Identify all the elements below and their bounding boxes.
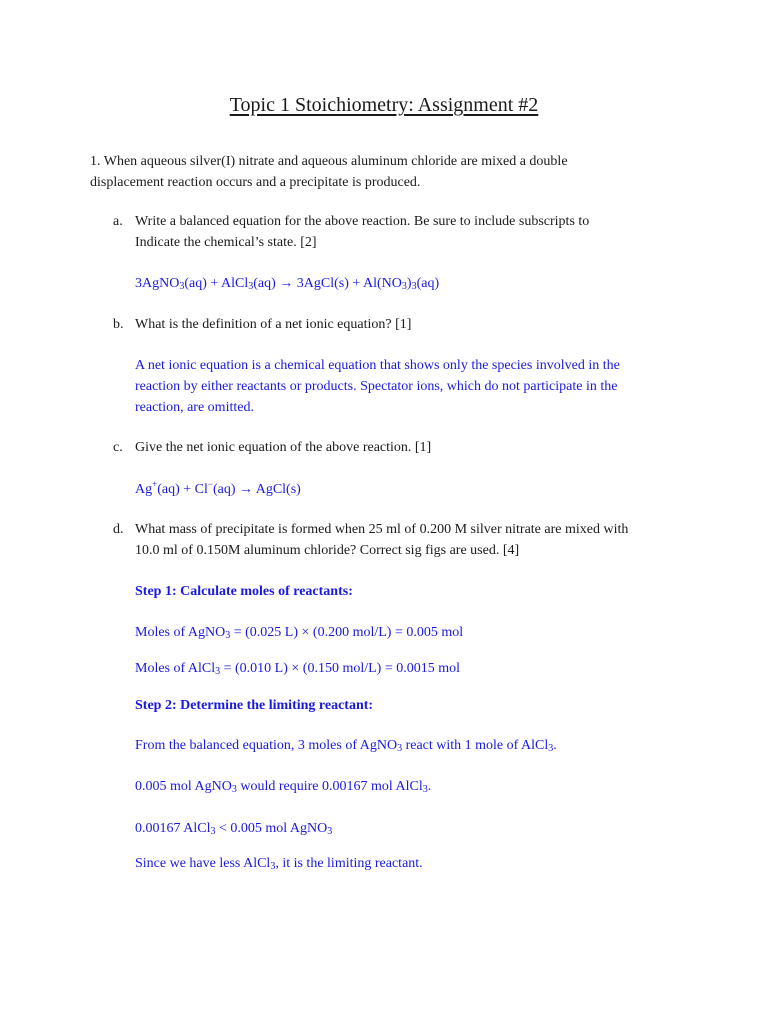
list-marker: c. (113, 440, 123, 455)
calc-text: , it is the limiting reactant. (275, 856, 423, 871)
subscript: 3 (231, 784, 237, 795)
comparison-line (135, 818, 680, 839)
step-1-heading (135, 581, 680, 602)
part-a-answer (135, 273, 680, 294)
equation-text: (aq) → AgCl(s) (212, 482, 301, 497)
calc-text: Since we have less AlCl (135, 856, 271, 871)
moles-agno3-line (135, 622, 680, 643)
page-title: Topic 1 Stoichiometry: Assignment #2 (229, 94, 539, 116)
subscript: 3 (215, 666, 221, 677)
part-b-answer (135, 355, 680, 418)
calc-text: From the balanced equation, 3 moles of AgNO (135, 738, 398, 753)
equation-text: (aq) + AlCl (184, 276, 249, 291)
question-line: What mass of precipitate is formed when 25 ml of 0.200 M silver nitrate are mixed with (135, 522, 629, 537)
intro-line: 1. When aqueous silver(I) nitrate and aqueous aluminum chloride are mixed a double (90, 154, 568, 169)
subscript: 3 (397, 743, 403, 754)
equation-text: ) (406, 276, 412, 291)
answer-line: A net ionic equation is a chemical equation that shows only the species involved in the (135, 358, 620, 373)
answer-line: reaction, are omitted. (135, 400, 254, 415)
step-heading-text: Step 1: Calculate moles of reactants: (135, 584, 353, 599)
equation-text: (aq) → 3AgCl(s) + Al(NO (253, 276, 402, 291)
equation-text: (aq) + Cl (157, 482, 208, 497)
question-line: Write a balanced equation for the above reaction. Be sure to include subscripts to (135, 214, 590, 229)
question-text (135, 519, 680, 561)
calc-text: = (0.025 L) × (0.200 mol/L) = 0.005 mol (230, 625, 464, 640)
conclusion-line (135, 853, 680, 874)
calc-text: react with 1 mole of AlCl (402, 738, 549, 753)
subscript: 3 (548, 743, 554, 754)
list-marker: d. (113, 522, 124, 537)
subscript: 3 (401, 281, 407, 292)
balanced-ratio-line (135, 735, 680, 756)
subscript: 3 (422, 784, 428, 795)
question-line: Give the net ionic equation of the above reaction. [1] (135, 440, 432, 455)
subscript: 3 (270, 861, 276, 872)
calc-text: 0.005 mol AgNO (135, 779, 232, 794)
question-text (135, 437, 680, 458)
subscript: 3 (327, 826, 333, 837)
moles-alcl3-line (135, 658, 680, 679)
subscript: 3 (225, 630, 231, 641)
answer-line: reaction by either reactants or products. Spectator ions, which do not participate in the (135, 379, 618, 394)
calc-text: Moles of AlCl (135, 661, 216, 676)
subscript: 3 (210, 826, 216, 837)
question-line: What is the definition of a net ionic equation? [1] (135, 317, 412, 332)
question-line: Indicate the chemical’s state. [2] (135, 235, 317, 250)
list-marker: b. (113, 317, 124, 332)
superscript: + (152, 479, 158, 489)
calc-text: = (0.010 L) × (0.150 mol/L) = 0.0015 mol (220, 661, 461, 676)
subscript: 3 (179, 281, 185, 292)
list-marker: a. (113, 214, 123, 229)
equation-text: (aq) (416, 276, 440, 291)
requirement-line (135, 776, 680, 797)
calc-text: . (427, 779, 432, 794)
calc-text: < 0.005 mol AgNO (215, 821, 328, 836)
calc-text: 0.00167 AlCl (135, 821, 211, 836)
question-text (135, 314, 680, 335)
calc-text: Moles of AgNO (135, 625, 226, 640)
step-heading-text: Step 2: Determine the limiting reactant: (135, 698, 374, 713)
part-c-answer (135, 479, 680, 500)
question-1-intro (90, 151, 680, 193)
step-2-heading (135, 695, 680, 716)
equation-text: 3AgNO (135, 276, 180, 291)
calc-text: . (553, 738, 557, 753)
subscript: 3 (411, 281, 417, 292)
question-text (135, 211, 680, 253)
subscript: 3 (248, 281, 254, 292)
superscript: − (207, 479, 213, 489)
question-line: 10.0 ml of 0.150M aluminum chloride? Correct sig figs are used. [4] (135, 543, 520, 558)
intro-line: displacement reaction occurs and a precipitate is produced. (90, 175, 421, 190)
calc-text: would require 0.00167 mol AlCl (236, 779, 423, 794)
equation-text: Ag (135, 482, 153, 497)
